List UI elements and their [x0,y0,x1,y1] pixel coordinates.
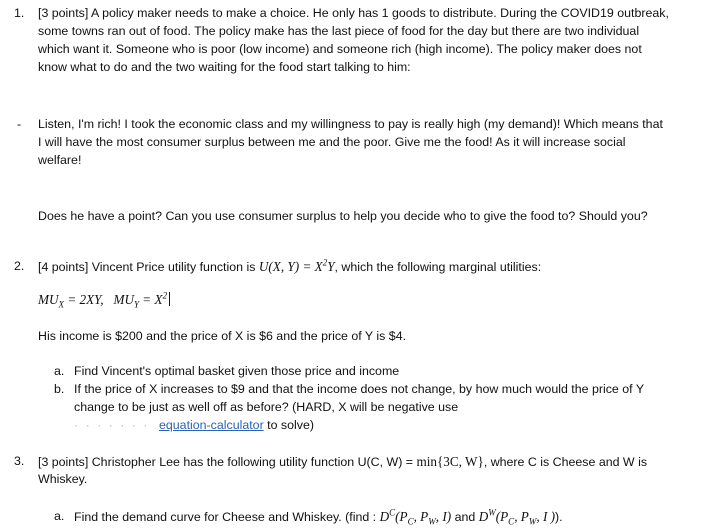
q3-intro-line [38,454,647,470]
q2-part-a-letter: a. [54,364,65,378]
q2-number: 2. [14,259,25,273]
q2-intro-end: , which the following marginal utilities: [334,260,542,274]
q2-intro: [4 points] Vincent Price utility function is [38,260,259,274]
demand-whiskey-formula: $D^W(P_C$, $P_W$, I ) [478,507,556,527]
q3-and: and [451,510,479,524]
q3-number: 3. [14,454,25,468]
q3-intro: [3 points] Christopher Lee has the following utility function U(C, W) = [38,455,417,469]
q1-quote-line-3: welfare! [38,153,82,167]
demand-cheese-formula: $D^C(P_C$, $P_W$, I) [379,507,452,527]
q2-link-after: to solve) [263,418,314,432]
equation-calculator-link[interactable]: equation-calculator [159,418,264,432]
q3-part-a-line [74,509,563,525]
q3-close: ). [555,510,563,524]
q2-part-b-letter: b. [54,382,65,396]
q1-quote-line-1: Listen, I'm rich! I took the economic class and my willingness to pay is really high (my demand)! Which means that [38,117,663,131]
text-cursor [169,292,170,306]
q3-formula: min{3C, W} [416,454,484,469]
q3-intro-end: , where C is Cheese and W is [483,455,648,469]
q3-part-a-letter: a. [54,509,65,523]
q1-line-4: know what to do and the two waiting for the food start talking to him: [38,60,411,74]
q1-quote-line-2: I will have the most consumer surplus between me and the poor. Give me the food! As it will increase social [38,135,626,149]
q2-utility-formula: U(X, $Y) = X^2Y$ [258,257,335,274]
q2-part-a-text: Find Vincent's optimal basket given those price and income [74,364,400,378]
faded-text: · · · · · · · [74,418,150,432]
q1-line-3: which want it. Someone who is poor (low income) and someone rich (high income). The policy maker does not [38,42,642,56]
q1-number: 1. [14,6,25,20]
q2-marginal-utilities[interactable]: $MU_X = 2XY$, $MU_Y = X^2$ [38,292,170,308]
q1-bullet: - [17,117,22,131]
q1-question: Does he have a point? Can you use consumer surplus to help you decide who to give the food to? Should you? [38,209,648,223]
q3-line-2: Whiskey. [38,472,88,486]
q1-line-2: some towns ran out of food. The policy make has the last piece of food for the day but there are two individual [38,24,640,38]
q2-part-b-line-1: If the price of X increases to $9 and that the income does not change, by how much would the price of Y [74,382,645,396]
q2-income: His income is $200 and the price of X is $6 and the price of Y is $4. [38,329,407,343]
q3-part-a-text: Find the demand curve for Cheese and Whiskey. (find : [74,510,380,524]
q1-line-1: [3 points] A policy maker needs to make a choice. He only has 1 goods to distribute. During the COVID19 outbreak, [38,6,669,20]
q2-intro-line [38,259,541,275]
q2-part-b-line-2: change to be just as well off as before? (HARD, X will be negative use [74,400,459,414]
q2-part-b-line-3 [74,418,314,432]
